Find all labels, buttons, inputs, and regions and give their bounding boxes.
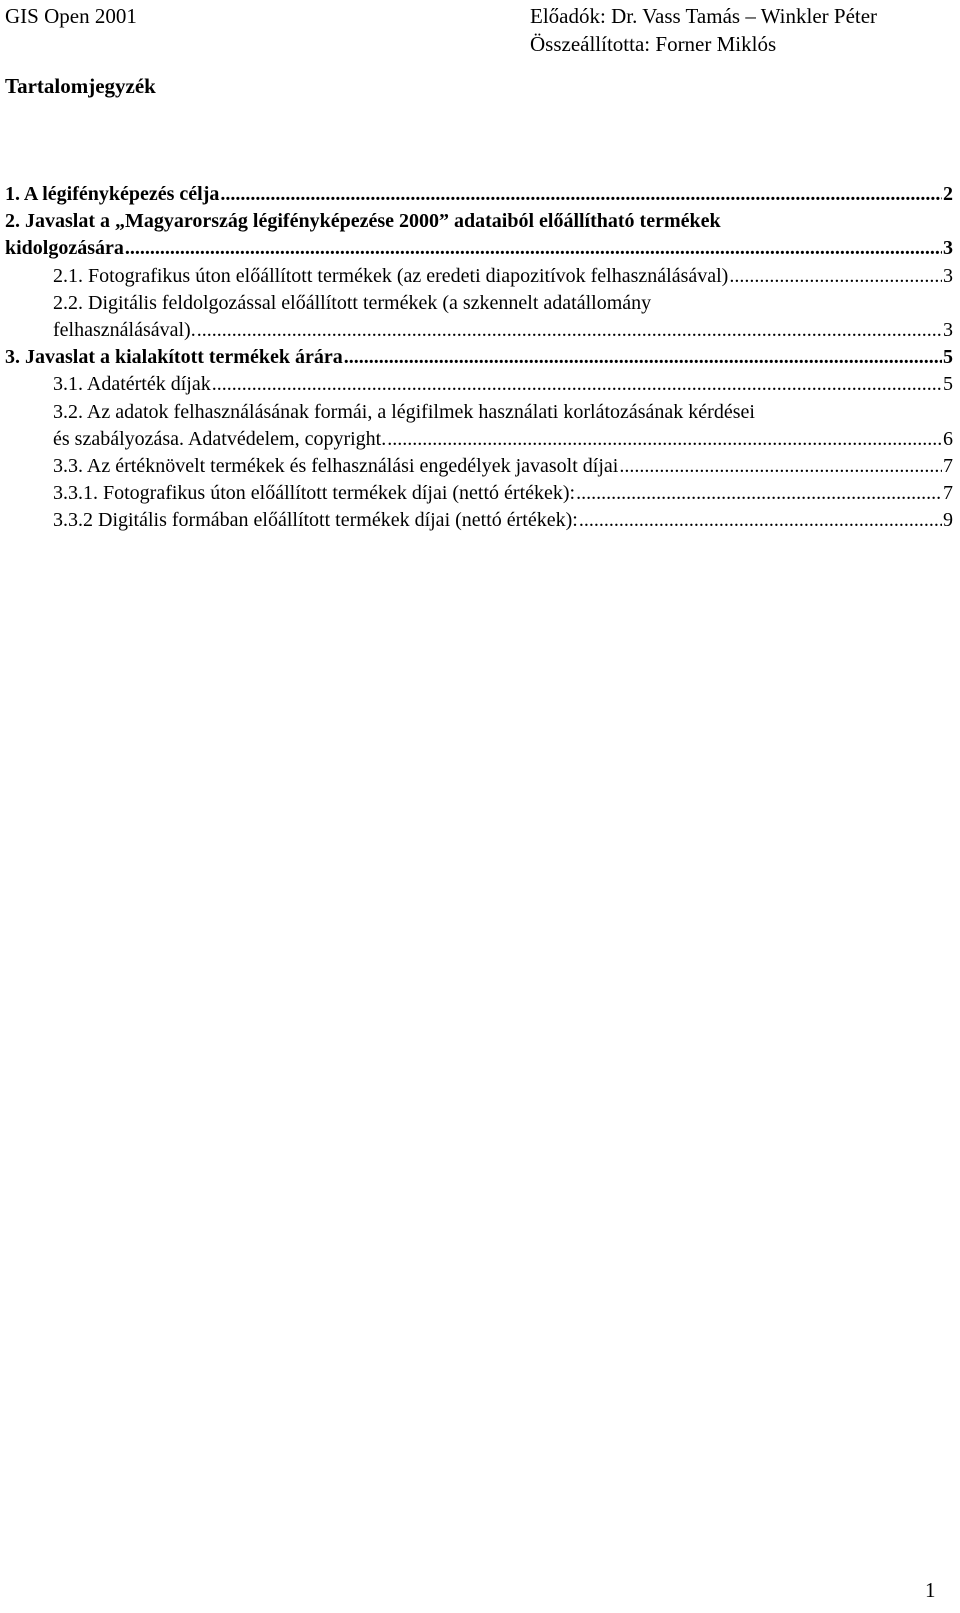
header-right [530,2,950,58]
toc-entry-text: 1. A légifényképezés célja [5,183,220,205]
toc-entry-text-line1: 2.2. Digitális feldolgozással előállított termékek (a szkennelt adatállomány [53,291,652,314]
leader-dots [576,480,942,507]
leader-dots [619,453,942,480]
toc-entry-text: felhasználásával). [53,319,196,342]
toc-title: Tartalomjegyzék [5,74,156,98]
toc-entry-page: 3 [943,264,953,287]
toc-entry-text: 2.1. Fotografikus úton előállított termékek (az eredeti diapozitívok felhasználásával) [53,264,729,287]
header-authors: Előadók: Dr. Vass Tamás – Winkler Péter [530,4,878,28]
leader-dots [387,426,942,453]
toc-entry-10[interactable] [5,507,953,534]
toc-entry-page: 7 [943,455,953,478]
toc-entry-page: 2 [943,183,953,205]
toc-entry-text: 3.3. Az értéknövelt termékek és felhasználási engedélyek javasolt díjai [53,455,619,478]
toc-entry-text: 3.3.1. Fotografikus úton előállított termékek díjai (nettó értékek): [53,482,576,505]
toc-entry-page: 5 [943,346,953,369]
toc-entry-page: 9 [943,509,953,532]
leader-dots [197,317,942,344]
toc-entry-text: 3.3.2 Digitális formában előállított termékek díjai (nettó értékek): [53,509,578,532]
header-compiler: Összeállította: Forner Miklós [530,32,777,56]
toc-entry-7[interactable] [5,399,953,453]
leader-dots [729,263,942,290]
toc-entry-page: 6 [943,427,953,450]
toc-entry-8[interactable] [5,453,953,480]
header-left: GIS Open 2001 [5,4,137,28]
toc-entry-1[interactable] [5,181,953,208]
leader-dots [344,344,942,371]
toc-entry-text-line1: 2. Javaslat a „Magyarország légifényképezése 2000” adataiból előállítható termékek [5,210,721,233]
toc-entry-text: kidolgozására [5,237,124,260]
toc-entry-page: 5 [943,373,953,396]
table-of-contents [5,181,953,535]
leader-dots [220,181,942,208]
toc-entry-page: 7 [943,482,953,505]
leader-dots [579,507,942,534]
toc-entry-9[interactable] [5,480,953,507]
toc-entry-text: és szabályozása. Adatvédelem, copyright. [53,427,387,450]
toc-entry-6[interactable] [5,371,953,398]
toc-entry-2[interactable] [5,208,953,262]
toc-entry-5[interactable] [5,344,953,371]
toc-entry-4[interactable] [5,290,953,344]
toc-entry-page: 3 [943,319,953,342]
toc-entry-text-line1: 3.2. Az adatok felhasználásának formái, a légifilmek használati korlátozásának kérdései [53,400,755,423]
page-number: 1 [925,1578,936,1602]
toc-entry-3[interactable] [5,263,953,290]
toc-entry-page: 3 [943,237,953,260]
toc-entry-text: 3. Javaslat a kialakított termékek árára [5,346,343,369]
toc-entry-text: 3.1. Adatérték díjak [53,373,211,396]
leader-dots [125,235,942,262]
leader-dots [212,371,942,398]
